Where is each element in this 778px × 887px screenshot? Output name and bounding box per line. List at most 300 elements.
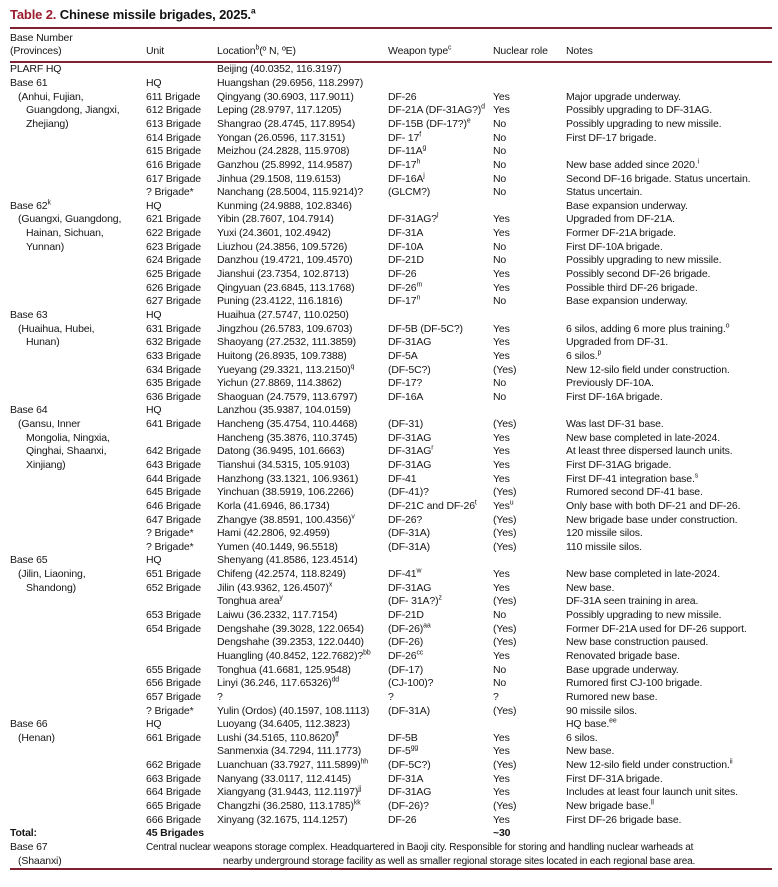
cell-base-provinces: [10, 623, 146, 637]
cell-weapon-type: DF-41$^w$: [388, 567, 422, 581]
cell-unit: 646 Brigade: [146, 499, 201, 512]
cell-location: Yinchuan (38.5919, 106.2266): [217, 486, 354, 499]
cell-location: Jianshui (23.7354, 102.8713): [217, 268, 349, 281]
cell-base-provinces: [10, 609, 146, 623]
cell-notes: First DF-26 brigade base.: [566, 813, 682, 826]
cell-weapon-type: DF-17$^h$: [388, 158, 421, 171]
cell-weapon-type: ?: [388, 690, 394, 703]
cell-unit: 626 Brigade: [146, 281, 201, 294]
cell-location: Leping (28.9797, 117.1205): [217, 104, 342, 117]
cell-unit: [146, 636, 217, 650]
cell-base-provinces: Shandong): [26, 581, 77, 594]
cell-unit: 622 Brigade: [146, 227, 201, 240]
cell-nuclear-role: Yes: [493, 213, 510, 226]
cell-weapon-type: (DF-31A): [388, 540, 430, 553]
cell-unit: 636 Brigade: [146, 390, 201, 403]
cell-nuclear-role: Yes: [493, 472, 510, 485]
cell-nuclear-role: (Yes): [493, 513, 517, 526]
cell-unit: 614 Brigade: [146, 131, 201, 144]
cell-nuclear-role: No: [493, 240, 507, 253]
cell-nuclear-role: Yes: [493, 322, 510, 335]
cell-base-provinces: [10, 664, 146, 678]
cell-notes: Possibly second DF-26 brigade.: [566, 268, 711, 281]
cell-location: Shenyang (41.8586, 123.4514): [217, 554, 358, 567]
table-row: [10, 118, 772, 132]
cell-notes: 120 missile silos.: [566, 527, 643, 540]
cell-location: Beijing (40.0352, 116.3197): [217, 63, 342, 76]
table-row: [10, 173, 772, 187]
table-row: [10, 732, 772, 746]
cell-weapon-type: (DF-5C?): [388, 759, 431, 772]
cell-unit: HQ: [146, 404, 162, 417]
cell-base-provinces: [10, 350, 146, 364]
cell-base-provinces: Hunan): [26, 336, 60, 349]
cell-base-provinces: [10, 541, 146, 555]
cell-notes: 90 missile silos.: [566, 704, 637, 717]
cell-notes: Possibly upgrading to new missile.: [566, 609, 722, 622]
table-row: [10, 63, 772, 77]
table-row: [10, 541, 772, 555]
cell-notes: Former DF-21A brigade.: [566, 227, 676, 240]
base67-description-line1: Central nuclear weapons storage complex. Headquartered in Baoji city. Responsible for storing and handling nuclear warheads at: [146, 841, 694, 853]
cell-notes: Possibly upgrading to new missile.: [566, 254, 722, 267]
cell-weapon-type: DF-26: [388, 268, 417, 281]
cell-unit: 633 Brigade: [146, 349, 201, 362]
table-row: [10, 800, 772, 814]
cell-location: [217, 827, 388, 841]
cell-notes: [566, 404, 772, 418]
cell-unit: 616 Brigade: [146, 158, 201, 171]
cell-weapon-type: $DF-11A^g$: [388, 144, 427, 158]
cell-location: Tianshui (34.5315, 105.9103): [217, 458, 350, 471]
cell-notes: At least three dispersed launch units.: [566, 445, 733, 458]
cell-weapon-type: (DF- 31A?)$^z$: [388, 594, 442, 608]
cell-base-provinces: [10, 691, 146, 705]
cell-base-provinces: Base 62$^k$: [10, 199, 51, 212]
cell-location: Lanzhou (35.9387, 104.0159): [217, 404, 351, 417]
cell-base-provinces: (Guangxi, Guangdong,: [18, 213, 122, 226]
cell-location: Hancheng (35.3876, 110.3745): [217, 431, 358, 444]
cell-notes: [566, 145, 772, 159]
cell-location: Dengshahe (39.2353, 122.0440): [217, 636, 364, 649]
cell-notes: Former DF-21A used for DF-26 support.: [566, 622, 747, 635]
header-weapon-type: Weapon type$^c$: [388, 44, 452, 58]
cell-nuclear-role: Yes$^u$: [493, 499, 514, 512]
cell-weapon-type: DF-31A: [388, 227, 424, 240]
cell-notes: 6 silos.: [566, 731, 598, 744]
table-row: [10, 705, 772, 719]
header-location: Location$^b$(º N, ºE): [217, 44, 296, 58]
table-row: [10, 514, 772, 528]
cell-nuclear-role: Yes: [493, 786, 510, 799]
cell-notes: Base expansion underway.: [566, 199, 688, 212]
table-row: [10, 295, 772, 309]
cell-location: Kunming (24.9888, 102.8346): [217, 199, 352, 212]
cell-base-provinces: [10, 500, 146, 514]
cell-notes: New base completed in late-2024.: [566, 568, 720, 581]
cell-base-provinces: [10, 595, 146, 609]
cell-weapon-type: [388, 309, 493, 323]
cell-notes: [566, 554, 772, 568]
cell-unit: 645 Brigade: [146, 486, 201, 499]
cell-location: Yuxi (24.3601, 102.4942): [217, 227, 331, 240]
cell-base-provinces: [10, 786, 146, 800]
table-row: [10, 786, 772, 800]
cell-nuclear-role: No: [493, 186, 507, 199]
cell-nuclear-role: No: [493, 377, 507, 390]
cell-base-provinces: [10, 650, 146, 664]
table-row: [10, 827, 772, 841]
cell-unit: 624 Brigade: [146, 254, 201, 267]
cell-base-provinces: [10, 173, 146, 187]
cell-location: Xinyang (32.1675, 114.1257): [217, 813, 348, 826]
cell-unit: 643 Brigade: [146, 458, 201, 471]
cell-unit: HQ: [146, 554, 162, 567]
cell-weapon-type: $DF-5^{gg}$: [388, 744, 419, 758]
cell-notes: Rumored second DF-41 base.: [566, 486, 703, 499]
table-row: [10, 595, 772, 609]
cell-unit: [146, 432, 217, 446]
cell-nuclear-role: (Yes): [493, 800, 517, 812]
cell-base67-description: [146, 841, 772, 868]
cell-location: Linyi (36.246, 117.65326)$^{dd}$: [217, 676, 339, 690]
cell-unit: 634 Brigade: [146, 363, 201, 376]
table-row: [10, 145, 772, 159]
cell-nuclear-role: (Yes): [493, 540, 517, 553]
cell-weapon-type: [388, 554, 493, 568]
cell-nuclear-role: (Yes): [493, 363, 517, 376]
cell-nuclear-role: [493, 718, 566, 732]
cell-unit: 621 Brigade: [146, 213, 201, 226]
cell-base-provinces: Base 66: [10, 718, 48, 731]
cell-notes: Renovated brigade base.: [566, 649, 680, 662]
table-row: [10, 418, 772, 432]
cell-location: Qingyang (30.6903, 117.9011): [217, 90, 354, 103]
cell-location: Korla (41.6946, 86.1734): [217, 499, 330, 512]
table-row: [10, 391, 772, 405]
cell-unit: 662 Brigade: [146, 759, 201, 772]
cell-location: Yumen (40.1449, 96.5518): [217, 540, 338, 553]
cell-unit: HQ: [146, 308, 162, 321]
cell-weapon-type: (DF-17): [388, 663, 424, 676]
cell-weapon-type: DF-31AG: [388, 581, 432, 594]
table-row: [10, 91, 772, 105]
cell-weapon-type: (CJ-100)?: [388, 677, 434, 690]
cell-unit: 623 Brigade: [146, 240, 201, 253]
cell-notes: First DF-10A brigade.: [566, 240, 663, 253]
cell-weapon-type: (DF-41)?: [388, 486, 429, 499]
cell-notes: [566, 77, 772, 91]
cell-base-provinces: [10, 377, 146, 391]
cell-unit: 611 Brigade: [146, 90, 201, 103]
cell-nuclear-role: No: [493, 295, 507, 308]
cell-weapon-type: $DF-31AG^r$: [388, 444, 434, 458]
cell-weapon-type: DF-17$^n$: [388, 294, 421, 308]
cell-unit: 625 Brigade: [146, 268, 201, 281]
base67-label: Base 67: [10, 840, 48, 853]
cell-unit: HQ: [146, 77, 162, 90]
cell-base-provinces: [10, 282, 146, 296]
cell-base-provinces: [10, 841, 146, 868]
cell-weapon-type: (DF-31A): [388, 527, 430, 540]
cell-unit: 656 Brigade: [146, 677, 201, 690]
cell-base-provinces: [10, 745, 146, 759]
cell-location: Shaoguan (24.7579, 113.6797): [217, 390, 358, 403]
table-row: [10, 486, 772, 500]
cell-unit: 644 Brigade: [146, 472, 201, 485]
cell-notes: 6 silos.$^p$: [566, 349, 602, 362]
cell-base-provinces: [10, 814, 146, 828]
table-row: [10, 309, 772, 323]
cell-unit: 652 Brigade: [146, 581, 201, 594]
cell-base-provinces: [10, 677, 146, 691]
cell-unit: 612 Brigade: [146, 104, 201, 117]
table-row: [10, 554, 772, 568]
cell-notes: First DF-31A brigade.: [566, 772, 663, 785]
cell-unit: ? Brigade*: [146, 186, 194, 199]
cell-unit: HQ: [146, 199, 162, 212]
cell-nuclear-role: Yes: [493, 445, 510, 458]
base67-province: (Shaanxi): [18, 854, 62, 867]
cell-base-provinces: Mongolia, Ningxia,: [26, 431, 110, 444]
cell-notes: Possibly upgrading to DF-31AG.: [566, 104, 713, 117]
cell-unit: 615 Brigade: [146, 145, 201, 158]
cell-nuclear-role: [493, 404, 566, 418]
cell-notes: [566, 309, 772, 323]
cell-notes: Major upgrade underway.: [566, 90, 681, 103]
cell-location: Sanmenxia (34.7294, 111.1773): [217, 745, 362, 758]
cell-nuclear-role: (Yes): [493, 486, 517, 499]
cell-nuclear-role: Yes: [493, 268, 510, 281]
cell-base-provinces: [10, 268, 146, 282]
cell-notes: New 12-silo field under construction.: [566, 363, 730, 376]
cell-nuclear-role: (Yes): [493, 704, 517, 717]
cell-weapon-type: [388, 404, 493, 418]
table-row: [10, 159, 772, 173]
table-row: [10, 336, 772, 350]
cell-nuclear-role: [493, 309, 566, 323]
cell-nuclear-role: Yes: [493, 568, 510, 581]
cell-notes: Upgraded from DF-31.: [566, 336, 669, 349]
cell-weapon-type: DF-15B (DF-17?)$^e$: [388, 117, 471, 130]
cell-base-provinces: [10, 514, 146, 528]
cell-location: Shaoyang (27.2532, 111.3859): [217, 336, 357, 349]
cell-location: Yibin (28.7607, 104.7914): [217, 213, 334, 226]
header-base-line1: Base Number: [10, 32, 73, 44]
table-row: [10, 186, 772, 200]
table-row: [10, 745, 772, 759]
cell-notes: New base completed in late-2024.: [566, 431, 720, 444]
cell-nuclear-role: Yes: [493, 581, 510, 594]
cell-location: Huaihua (27.5747, 110.0250): [217, 308, 349, 321]
cell-nuclear-role: No: [493, 254, 507, 267]
cell-nuclear-role: (Yes): [493, 759, 517, 772]
table-header-row: [10, 29, 772, 61]
cell-base-provinces: (Jilin, Liaoning,: [18, 568, 86, 581]
header-base-line2: (Provinces): [10, 45, 62, 58]
cell-notes: New 12-silo field under construction.$^{ii}$: [566, 758, 733, 772]
cell-nuclear-role: Yes: [493, 458, 510, 471]
cell-unit: 665 Brigade: [146, 800, 201, 812]
cell-location: Jilin (43.9362, 126.4507)$^x$: [217, 581, 333, 594]
cell-location: Liuzhou (24.3856, 109.5726): [217, 240, 348, 253]
cell-location: Lushi (34.5165, 110.8620)$^{ff}$: [217, 731, 339, 744]
cell-unit: 613 Brigade: [146, 117, 201, 130]
cell-notes: [566, 827, 772, 841]
header-base-provinces: [10, 32, 146, 58]
cell-location: Jingzhou (26.5783, 109.6703): [217, 322, 353, 335]
cell-base-provinces: (Henan): [18, 731, 55, 744]
cell-weapon-type: DF-26: [388, 90, 417, 103]
cell-nuclear-role: Yes: [493, 431, 510, 444]
cell-nuclear-role: No: [493, 390, 507, 403]
cell-nuclear-role: [493, 77, 566, 91]
cell-unit: 647 Brigade: [146, 513, 201, 526]
cell-unit: 651 Brigade: [146, 568, 201, 581]
cell-base-provinces: [10, 800, 146, 814]
cell-notes: Possibly upgrading to new missile.: [566, 117, 722, 130]
cell-weapon-type: (DF-31A): [388, 704, 430, 717]
cell-nuclear-role: (Yes): [493, 527, 517, 540]
cell-notes: DF-31A seen training in area.: [566, 595, 699, 608]
table-row: [10, 241, 772, 255]
table-row: [10, 718, 772, 732]
cell-nuclear-role: Yes: [493, 745, 510, 758]
table-row: [10, 568, 772, 582]
cell-base-provinces: [10, 132, 146, 146]
cell-notes: Was last DF-31 base.: [566, 418, 664, 431]
cell-nuclear-role: No: [493, 609, 507, 622]
cell-notes: Base upgrade underway.: [566, 663, 679, 676]
cell-weapon-type: DF-10A: [388, 240, 424, 253]
cell-nuclear-role: ?: [493, 690, 499, 703]
base67-description-line2: nearby underground storage facility as well as smaller regional storage sites located in each regional base area.: [222, 855, 696, 867]
cell-nuclear-role: Yes: [493, 104, 510, 117]
cell-unit: 641 Brigade: [146, 418, 201, 431]
cell-notes: Base expansion underway.: [566, 295, 688, 308]
cell-base-provinces: [10, 705, 146, 719]
cell-location: Yongan (26.0596, 117.3151): [217, 131, 346, 144]
cell-unit: 631 Brigade: [146, 322, 201, 335]
cell-weapon-type: DF-16A: [388, 390, 424, 403]
table-row: [10, 268, 772, 282]
cell-location: ?: [217, 690, 223, 703]
cell-nuclear-role: No: [493, 131, 507, 144]
table-row: [10, 445, 772, 459]
cell-location: Laiwu (36.2332, 117.7154): [217, 609, 338, 622]
cell-location: Ganzhou (25.8992, 114.9587): [217, 158, 353, 171]
cell-base-provinces: (Huaihua, Hubei,: [18, 322, 95, 335]
cell-nuclear-role: No: [493, 663, 507, 676]
cell-unit: ? Brigade*: [146, 704, 194, 717]
cell-weapon-type: $DF-26^{cc}$: [388, 649, 424, 662]
cell-unit: 666 Brigade: [146, 813, 201, 826]
cell-notes: New brigade base.$^{ll}$: [566, 799, 654, 812]
cell-weapon-type: (DF-5C?): [388, 363, 431, 376]
table-row: [10, 323, 772, 337]
table-row: [10, 432, 772, 446]
cell-notes: 6 silos, adding 6 more plus training.$^o$: [566, 322, 730, 335]
cell-weapon-type: DF-5A: [388, 349, 418, 362]
cell-nuclear-role: Yes: [493, 649, 510, 662]
table-row: [10, 132, 772, 146]
cell-notes: New base added since 2020.$^i$: [566, 158, 699, 171]
cell-notes: Upgraded from DF-21A.: [566, 213, 675, 226]
cell-nuclear-role: [493, 63, 566, 77]
table-title: [10, 7, 772, 22]
cell-nuclear-role: ~30: [493, 827, 511, 840]
cell-location: Danzhou (19.4721, 109.4570): [217, 254, 353, 267]
table-row: [10, 254, 772, 268]
cell-weapon-type: [388, 200, 493, 214]
cell-unit: 642 Brigade: [146, 445, 201, 458]
table-row: [10, 759, 772, 773]
cell-location: Tonghua area$^y$: [217, 594, 283, 608]
cell-location: Zhangye (38.8591, 100.4356)$^v$: [217, 513, 355, 526]
cell-base-provinces: Base 63: [10, 308, 48, 321]
cell-base-provinces: Base 61: [10, 77, 48, 90]
cell-base-provinces: Zhejiang): [26, 117, 69, 130]
cell-location: Luoyang (34.6405, 112.3823): [217, 718, 350, 731]
cell-notes: Possible third DF-26 brigade.: [566, 281, 698, 294]
cell-weapon-type: [388, 63, 493, 77]
cell-nuclear-role: Yes: [493, 227, 510, 240]
header-unit: Unit: [146, 45, 165, 58]
header-notes: Notes: [566, 45, 593, 58]
cell-location: Shangrao (28.4745, 117.8954): [217, 117, 356, 130]
cell-nuclear-role: Yes: [493, 90, 510, 103]
table-row: [10, 104, 772, 118]
table-title-label: Table 2.: [10, 7, 57, 22]
cell-base-provinces: Base 64: [10, 404, 48, 417]
table-row: [10, 459, 772, 473]
cell-weapon-type: (DF-26)?: [388, 800, 429, 812]
cell-notes: Rumored new base.: [566, 690, 658, 703]
cell-nuclear-role: Yes: [493, 336, 510, 349]
cell-location: Hanzhong (33.1321, 106.9361): [217, 472, 359, 485]
cell-notes: Only base with both DF-21 and DF-26.: [566, 499, 741, 512]
cell-notes: New base construction paused.: [566, 636, 709, 649]
cell-nuclear-role: No: [493, 172, 507, 185]
bottom-rule: [10, 868, 772, 870]
cell-location: Tonghua (41.6681, 125.9548): [217, 663, 351, 676]
cell-location: Yueyang (29.3321, 113.2150)$^q$: [217, 363, 355, 376]
cell-base-provinces: (Anhui, Fujian,: [18, 90, 84, 103]
cell-notes: New brigade base under construction.: [566, 513, 738, 526]
cell-base-provinces: (Gansu, Inner: [18, 418, 81, 431]
cell-nuclear-role: [493, 554, 566, 568]
cell-notes: First DF-31AG brigade.: [566, 458, 672, 471]
cell-base-provinces: Hainan, Sichuan,: [26, 227, 104, 240]
cell-nuclear-role: No: [493, 117, 507, 130]
table-row: [10, 582, 772, 596]
cell-location: Puning (23.4122, 116.1816): [217, 295, 343, 308]
cell-weapon-type: $DF-16A^j$: [388, 172, 425, 185]
cell-base-provinces: [10, 773, 146, 787]
cell-nuclear-role: (Yes): [493, 595, 517, 608]
cell-location: Jinhua (29.1508, 119.6153): [217, 172, 341, 185]
cell-nuclear-role: [493, 200, 566, 214]
cell-location: Datong (36.9495, 101.6663): [217, 445, 345, 458]
cell-notes: New base.: [566, 581, 615, 594]
cell-weapon-type: DF-5B: [388, 731, 418, 744]
table-row: [10, 636, 772, 650]
table-row: [10, 404, 772, 418]
cell-notes: [566, 63, 772, 77]
cell-base-provinces: Xinjiang): [26, 458, 66, 471]
cell-weapon-type: DF-31AG: [388, 458, 432, 471]
cell-base-provinces: [10, 295, 146, 309]
